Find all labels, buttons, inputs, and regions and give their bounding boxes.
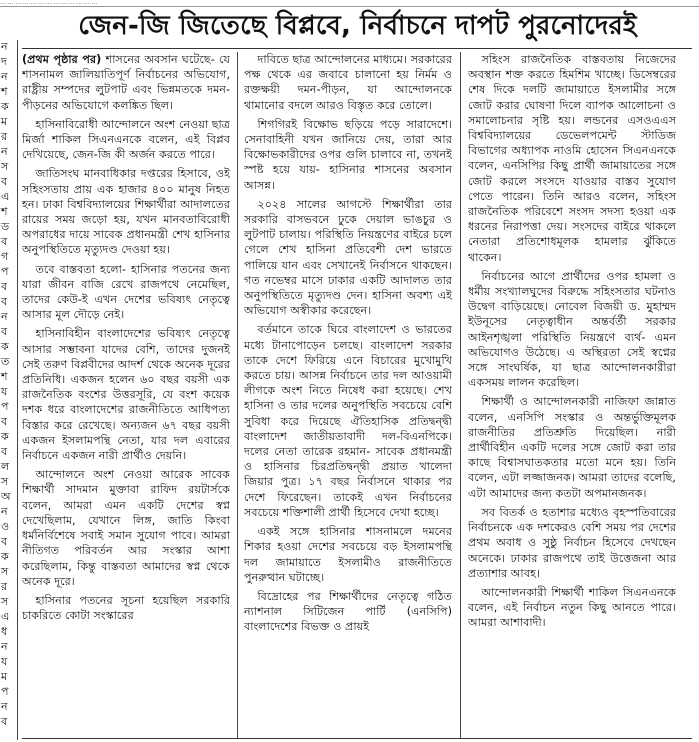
edge-fragment: ন: [1, 700, 8, 713]
paragraph: শিগগিরই বিক্ষোভ ছড়িয়ে পড়ে সারাদেশে। সেনাবাহিনী যখন জানিয়ে দেয়, তারা আর বিক্ষোভকারীদের ওপর গুলি চালাবে না, তখনই স্পষ্ট হয়ে যায়- হাসিনার শাসনের অবসান আসন্ন।: [244, 117, 452, 192]
paragraph: হাসিনাবিরোধী আন্দোলনে অংশ নেওয়া ছাত্র মির্জা শাকিল সিএনএনকে বলেন, এই বিপ্লব দেখিয়েছে, জেন-জি কী অর্জন করতে পারে।: [22, 117, 230, 162]
edge-fragment: ড: [1, 220, 10, 233]
edge-fragment: স: [1, 475, 9, 488]
edge-fragment: ল: [1, 460, 10, 473]
edge-fragment: শ: [1, 85, 8, 98]
edge-fragment: ম: [1, 115, 8, 128]
edge-fragment: প: [1, 400, 9, 413]
edge-fragment: অ: [1, 490, 11, 503]
continuation-marker: (প্রথম পৃষ্ঠার পর): [22, 53, 102, 66]
edge-fragment: ব: [1, 175, 8, 188]
edge-fragment: ন: [1, 145, 8, 158]
edge-fragment: ক: [1, 100, 9, 113]
edge-fragment: স: [1, 595, 9, 608]
edge-fragment: ক: [1, 550, 9, 563]
paragraph: সব বিতর্ক ও হতাশার মধ্যেও বৃহস্পতিবারের নির্বাচনকে এক দশকেরও বেশি সময় পর দেশের প্রথম অবাধ ও সুষ্ঠু নির্বাচন হিসেবে দেখছেন অনেকে। ঢাকার রাজপথে তাই উত্তেজনা আর প্রত্যাশার আবহ।: [468, 505, 676, 580]
masthead-strip: ... ... ... ... ... ... ... ... ... ... ... ... ...: [0, 0, 699, 7]
edge-fragment: ন: [1, 70, 8, 83]
edge-fragment: স: [1, 160, 9, 173]
edge-fragment: এ: [1, 190, 10, 203]
paragraph: হাসিনাবিহীন বাংলাদেশের ভবিষ্যৎ নেতৃত্বে আসার সম্ভাবনা যাদের বেশি, তাদের দুজনই সেই তরুণ বিপ্লবীদের আদর্শ থেকে অনেক দূরের প্রতিনিধি। একজন হলেন ৬০ বছর বয়সী এক রাজনৈতিক বংশের উত্তরসূরি, যে বংশ কয়েক দশক ধরে বাংলাদেশের রাজনীতিতে আধিপত্য বিস্তার করে রেখেছে। অন্যজন ৬৭ বছর বয়সী একজন ইসলামপন্থি নেতা, যার দল এবারের নির্বাচনে একজন নারী প্রার্থীও দেয়নি।: [22, 327, 230, 463]
column-divider: [460, 52, 461, 738]
article-column-2: [244, 52, 452, 738]
edge-fragment: ন: [1, 310, 8, 323]
edge-fragment: ন: [1, 505, 8, 518]
edge-fragment: ত: [1, 355, 10, 368]
paragraph: আন্দোলনকারী শিক্ষার্থী শাকিল সিএনএনকে বলেন, এই নির্বাচন নতুন কিছু আনতে পারে। আমরা আশাবাদী।: [468, 585, 676, 630]
bottom-rule: [22, 738, 692, 739]
edge-fragment: ও: [1, 520, 10, 533]
paragraph: একই সঙ্গে হাসিনার শাসনামলে দমনের শিকার হওয়া দেশের সবচেয়ে বড় ইসলামপন্থি দল জামায়াতে ইসলামীও রাজনীতিতে পুনরুত্থান ঘটাচ্ছে।: [244, 525, 452, 584]
edge-fragment: ব: [1, 715, 8, 728]
edge-fragment: এ: [1, 610, 10, 623]
headline-rule: [22, 48, 692, 49]
paragraph: বিদ্রোহের পর শিক্ষার্থীদের নেতৃত্বে গঠিত ন্যাশনাল সিটিজেন পার্টি (এনসিপি) বাংলাদেশের বিভক্ত ও প্রায়ই: [244, 589, 452, 634]
edge-fragment: প: [1, 265, 9, 278]
edge-fragment: দ: [1, 55, 7, 68]
edge-fragment: ব: [1, 325, 8, 338]
edge-fragment: ম: [1, 670, 8, 683]
edge-fragment: ন: [1, 40, 8, 53]
adjacent-article-edge: [0, 40, 18, 740]
edge-fragment: শ: [1, 205, 8, 218]
paragraph: তবে বাস্তবতা হলো- হাসিনার পতনের জন্য যারা জীবন বাজি রেখে রাজপথে নেমেছিল, তাদের কেউ-ই এখন দেশের ভবিষ্যৎ নেতৃত্বে আসার মূল দৌড়ে নেই।: [22, 262, 230, 322]
edge-fragment: য: [1, 655, 8, 668]
edge-fragment: র: [1, 130, 8, 143]
lead-text: শাসনের অবসান ঘটেছে- যে শাসনামল জালিয়াতিপূর্ণ নির্বাচনের অভিযোগ, রাষ্ট্রীয় সম্পদের লুটপাট এবং ভিন্নমতকে দমন-পীড়নের অভিযোগে কলঙ্কিত ছিল।: [22, 53, 230, 112]
edge-fragment: ব: [1, 535, 8, 548]
paragraph: বর্তমানে তাকে ঘিরে বাংলাদেশ ও ভারতের মধ্যে টানাপোড়েন চলছে। বাংলাদেশ সরকার তাকে দেশে ফিরিয়ে এনে বিচারের মুখোমুখি করতে চায়। আসন্ন নির্বাচনে তার দল আওয়ামী লীগকে অংশ নিতে নিষেধ করা হয়েছে। শেখ হাসিনা ও তার দলের অনুপস্থিতি সবচেয়ে বেশি সুবিধা করে দিয়েছে ঐতিহাসিক প্রতিদ্বন্দ্বী বাংলাদেশ জাতীয়তাবাদী দল-বিএনপিকে। দলের নেতা তারেক রহমান- সাবেক প্রধানমন্ত্রী ও হাসিনার চিরপ্রতিদ্বন্দ্বী প্রয়াত খালেদা জিয়ার পুত্র। ১৭ বছর নির্বাসনে থাকার পর দেশে ফিরেছেন। তাকেই এখন নির্বাচনের সবচেয়ে শক্তিশালী প্রার্থী হিসেবে দেখা হচ্ছে।: [244, 323, 452, 519]
paragraph: শিক্ষার্থী ও আন্দোলনকারী নাজিফা জান্নাত বলেন, এনসিপি সংস্কার ও অন্তর্ভুক্তিমূলক রাজনীতির প্রতিশ্রুতি দিয়েছিল। নারী প্রার্থীবিহীন একটি দলের সঙ্গে জোট করা তার কাছে বিশ্বাসঘাতকতার মতো মনে হয়। তিনি বলেন, এটা লজ্জাজনক। আমরা তাদের বলেছি, এটা আমাদের জন্য কতটা অপমানজনক।: [468, 395, 676, 500]
edge-fragment: ব: [1, 445, 8, 458]
paragraph: জাতিসংঘ মানবাধিকার দপ্তরের হিসাবে, ওই সহিংসতায় প্রায় এক হাজার ৪০০ মানুষ নিহত হন। ঢাকা বিশ্ববিদ্যালয়ের শিক্ষার্থীরা আদালতের রায়ের সময় জড়ো হয়, যখন মানবতাবিরোধী অপরাধের দায়ে সাবেক প্রধানমন্ত্রী শেখ হাসিনার অনুপস্থিতিতে মৃত্যুদণ্ড দেওয়া হয়।: [22, 167, 230, 257]
edge-fragment: র: [1, 580, 8, 593]
article-column-1: [22, 52, 230, 738]
edge-fragment: ক: [1, 430, 9, 443]
edge-fragment: ব: [1, 280, 8, 293]
edge-fragment: য: [1, 385, 8, 398]
edge-fragment: ব: [1, 235, 8, 248]
paragraph: নির্বাচনের আগে প্রার্থীদের ওপর হামলা ও ধর্মীয় সংখ্যালঘুদের বিরুদ্ধে সহিংসতার ঘটনাও উদ্বেগ বাড়িয়েছে। নোবেল বিজয়ী ড. মুহাম্মদ ইউনূসের নেতৃত্বাধীন অন্তর্বর্তী সরকার আইনশৃঙ্খলা পরিস্থিতি নিয়ন্ত্রণে ব্যর্থ- এমন অভিযোগও উঠেছে। এ অস্থিরতা সেই স্বপ্নের সঙ্গে সাংঘর্ষিক, যা ছাত্র আন্দোলনকারীরা একসময় লালন করেছিল।: [468, 269, 676, 390]
headline: জেন-জি জিতেছে বিপ্লবে, নির্বাচনে দাপট পুরনোদেরই: [78, 11, 637, 41]
edge-fragment: শ: [1, 370, 8, 383]
paragraph: হাসিনার পতনের সূচনা হয়েছিল সরকারি চাকরিতে কোটা সংস্কারের: [22, 593, 230, 623]
edge-fragment: গ: [1, 250, 9, 263]
edge-fragment: ব: [1, 415, 8, 428]
edge-fragment: ন: [1, 640, 8, 653]
edge-fragment: প: [1, 685, 9, 698]
paragraph: দাবিতে ছাত্র আন্দোলনের মাধ্যমে। সরকারের পক্ষ থেকে এর জবাবে চালানো হয় নির্মম ও রক্তক্ষয়ী দমন-পীড়ন, যা আন্দোলনকে থামানোর বদলে আরও বিস্তৃত করে তোলে।: [244, 53, 452, 112]
article-column-3: [468, 52, 676, 738]
column-divider: [237, 52, 238, 738]
edge-fragment: ধ: [1, 625, 8, 638]
paragraph: সহিংস রাজনৈতিক বাস্তবতায় নিজেদের অবস্থান শক্ত করতে হিমশিম খাচ্ছে। ডিসেম্বরের শেষ দিকে দলটি জামায়াতে ইসলামীর সঙ্গে জোট করার ঘোষণা দিলে ব্যাপক আলোচনা ও সমালোচনার সৃষ্টি হয়। লন্ডনের এসওএএস বিশ্ববিদ্যালয়ের ডেভেলপমেন্ট স্টাডিজ বিভাগের অধ্যাপক নাওমি হোসেন সিএনএনকে বলেন, এনসিপির কিছু প্রার্থী জামায়াতের সঙ্গে জোট করলে সংসদে যাওয়ার বাস্তব সুযোগ পেতে পারেন। তিনি আরও বলেন, সহিংস রাজনৈতিক পরিবেশে সংসদ সদস্য হওয়া এক ধরনের নিরাপত্তা দেয়। সংসদের বাইরে থাকলে নেতারা প্রতিশোধমূলক হামলার ঝুঁকিতে থাকেন।: [468, 53, 676, 264]
lead-paragraph: [22, 52, 230, 113]
edge-fragment: ব: [1, 295, 8, 308]
edge-fragment: স: [1, 565, 9, 578]
paragraph: ২০২৪ সালের আগস্টে শিক্ষার্থীরা তার সরকারি বাসভবনে ঢুকে দেয়াল ভাঙচুর ও লুটপাট চালায়। পরিস্থিতি নিয়ন্ত্রণের বাইরে চলে গেলে শেখ হাসিনা প্রতিবেশী দেশ ভারতে পালিয়ে যান এবং সেখানেই নির্বাসনে থাকছেন। গত নভেম্বর মাসে ঢাকার একটি আদালত তার অনুপস্থিতিতে মৃত্যুদণ্ড দেন। হাসিনা অবশ্য এই অভিযোগ অস্বীকার করেছেন।: [244, 197, 452, 318]
paragraph: আন্দোলনে অংশ নেওয়া আরেক সাবেক শিক্ষার্থী সাদমান মুক্তাবা রাফিদ রয়টার্সকে বলেন, আমরা এমন একটি দেশের স্বপ্ন দেখেছিলাম, যেখানে লিঙ্গ, জাতি কিংবা ধর্মনির্বিশেষে সবাই সমান সুযোগ পাবে। আমরা নীতিগত পরিবর্তন আর সংস্কার আশা করেছিলাম, কিন্তু বাস্তবতা আমাদের স্বপ্ন থেকে অনেক দূরে।: [22, 468, 230, 588]
edge-fragment: ক: [1, 340, 9, 353]
